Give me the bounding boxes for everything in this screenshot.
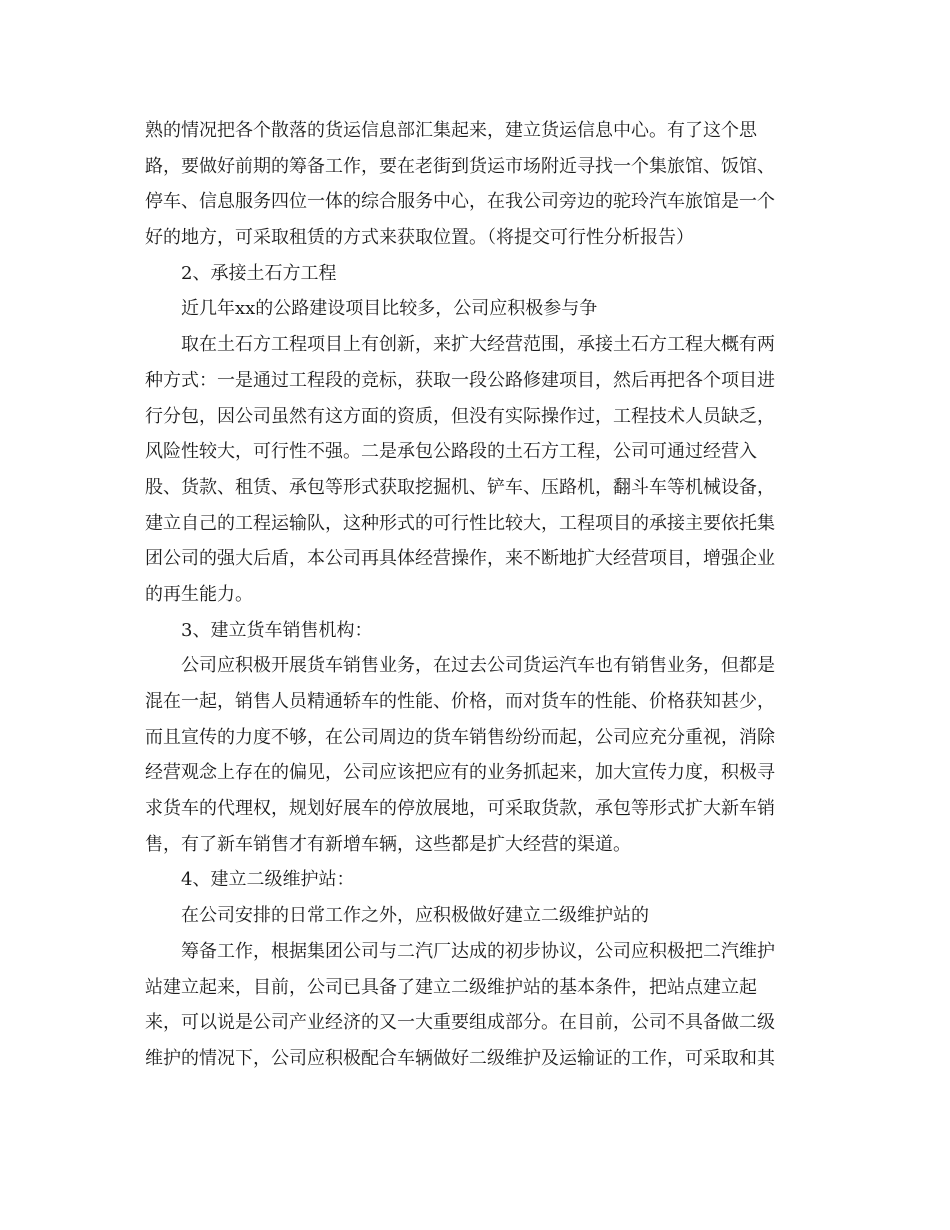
text-line: 站建立起来，目前，公司已具备了建立二级维护站的基本条件，把站点建立起	[145, 976, 757, 998]
text-line: 来，可以说是公司产业经济的又一大重要组成部分。在目前，公司不具备做二级	[145, 1012, 775, 1034]
text-line: 路，要做好前期的筹备工作，要在老街到货运市场附近寻找一个集旅馆、饭馆、	[145, 155, 775, 177]
text-line: 经营观念上存在的偏见，公司应该把应有的业务抓起来，加大宣传力度，积极寻	[145, 762, 775, 784]
text-line: 公司应积极开展货车销售业务，在过去公司货运汽车也有销售业务，但都是	[181, 655, 775, 677]
text-line: 3、建立货车销售机构：	[181, 619, 373, 641]
text-line: 2、承接土石方工程	[181, 262, 337, 284]
text-line: 而且宣传的力度不够，在公司周边的货车销售纷纷而起，公司应充分重视，消除	[145, 726, 775, 748]
text-line: 售，有了新车销售才有新增车辆，这些都是扩大经营的渠道。	[145, 833, 631, 855]
document-body	[145, 113, 805, 1077]
text-line: 维护的情况下，公司应积极配合车辆做好二级维护及运输证的工作，可采取和其	[145, 1047, 775, 1069]
text-line: 在公司安排的日常工作之外，应积极做好建立二级维护站的	[181, 905, 649, 927]
text-line: 种方式：一是通过工程段的竞标，获取一段公路修建项目，然后再把各个项目进	[145, 369, 775, 391]
text-line: 停车、信息服务四位一体的综合服务中心，在我公司旁边的驼玲汽车旅馆是一个	[145, 191, 775, 213]
text-line: 的再生能力。	[145, 583, 253, 605]
text-line: 求货车的代理权，规划好展车的停放展地，可采取货款，承包等形式扩大新车销	[145, 798, 775, 820]
text-line: 混在一起，销售人员精通轿车的性能、价格，而对货车的性能、价格获知甚少，	[145, 691, 775, 712]
text-line: 4、建立二级维护站：	[181, 869, 355, 891]
text-line: 团公司的强大后盾，本公司再具体经营操作，来不断地扩大经营项目，增强企业	[145, 548, 775, 570]
text-line: 熟的情况把各个散落的货运信息部汇集起来，建立货运信息中心。有了这个思	[145, 120, 757, 141]
text-line: 取在土石方工程项目上有创新，来扩大经营范围，承接土石方工程大概有两	[181, 334, 775, 356]
text-line: 风险性较大，可行性不强。二是承包公路段的土石方工程，公司可通过经营入	[145, 441, 757, 463]
text-line: 建立自己的工程运输队，这种形式的可行性比较大，工程项目的承接主要依托集	[145, 512, 775, 534]
text-line: 筹备工作，根据集团公司与二汽厂达成的初步协议，公司应积极把二汽维护	[181, 940, 775, 962]
text-line: 好的地方，可采取租赁的方式来获取位置。（将提交可行性分析报告）	[145, 227, 694, 249]
text-line: 近几年xx的公路建设项目比较多，公司应积极参与争	[181, 298, 598, 320]
text-line: 股、货款、租赁、承包等形式获取挖掘机、铲车、压路机，翻斗车等机械设备，	[145, 476, 775, 498]
text-line: 行分包，因公司虽然有这方面的资质，但没有实际操作过，工程技术人员缺乏，	[145, 405, 775, 427]
